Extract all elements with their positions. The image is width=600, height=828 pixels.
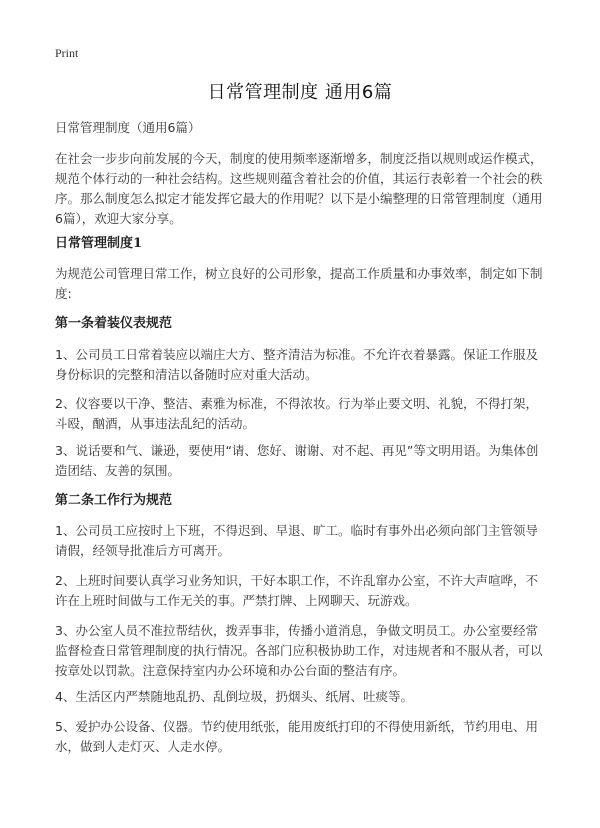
section-heading: 日常管理制度1 xyxy=(55,236,143,251)
list-item: 3、说话要和气、谦逊，要使用“请、您好、谢谢、对不起、再见”等文明用语。为集体创造团结、友善的氛围。 xyxy=(55,443,539,478)
subtitle: 日常管理制度（通用6篇） xyxy=(55,120,201,135)
section-intro: 为规范公司管理日常工作，树立良好的公司形象，提高工作质量和办事效率，制定如下制度: xyxy=(55,266,543,301)
intro-paragraph: 在社会一步步向前发展的今天，制度的使用频率逐渐增多，制度泛指以规则或运作模式，规范个体行动的一种社会结构。这些规则蕴含着社会的价值，其运行表彰着一个社会的秩序。那么制度怎么拟定才能发挥它最大的作用呢？以下是小编整理的日常管理制度（通用6篇），欢迎大家分享。 xyxy=(55,151,543,226)
page-title: 日常管理制度 通用6篇 xyxy=(207,82,393,103)
list-item: 3、办公室人员不准拉帮结伙，拨弄事非，传播小道消息，争做文明员工。办公室要经常监督检查日常管理制度的执行情况。各部门应积极协助工作，对违规者和不服从者，可以按章处以罚款。注意保持室内办公环境和办公台面的整洁有序。 xyxy=(55,623,543,678)
list-item: 1、公司员工日常着装应以端庄大方、整齐清洁为标准。不允许衣着暴露。保证工作服及身份标识的完整和清洁以备随时应对重大活动。 xyxy=(55,347,538,382)
article-heading: 第二条工作行为规范 xyxy=(55,493,173,508)
list-item: 2、仪容要以干净、整洁、素雅为标准，不得浓妆。行为举止要文明、礼貌，不得打架，斗殴，酗酒，从事违法乱纪的活动。 xyxy=(55,396,538,431)
article-heading: 第一条着装仪表规范 xyxy=(55,316,173,331)
list-item: 4、生活区内严禁随地乱扔、乱倒垃圾，扔烟头、纸屑、吐痰等。 xyxy=(55,689,413,704)
list-item: 2、上班时间要认真学习业务知识，干好本职工作，不许乱窜办公室，不许大声喧哗，不许在上班时间做与工作无关的事。严禁打牌、上网聊天、玩游戏。 xyxy=(55,573,538,608)
list-item: 5、爱护办公设备、仪器。节约使用纸张，能用废纸打印的不得使用新纸，节约用电、用水，做到人走灯灭、人走水停。 xyxy=(55,719,538,754)
print-label[interactable]: Print xyxy=(55,46,79,60)
list-item: 1、公司员工应按时上下班，不得迟到、早退、旷工。临时有事外出必须向部门主管领导请假，经领导批准后方可离开。 xyxy=(55,523,538,558)
